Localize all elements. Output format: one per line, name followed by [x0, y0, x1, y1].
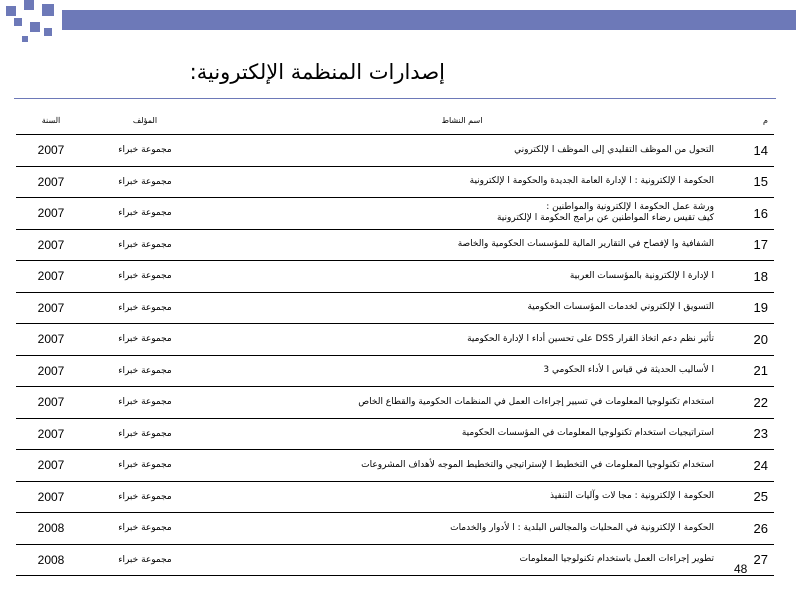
page-title: إصدارات المنظمة الإلكترونية: [189, 60, 445, 84]
activity-line: الحكومة ا لإلكترونية : ا لإدارة العامة الجديدة والحكومة ا لإلكترونية [469, 176, 714, 187]
publications-table [16, 106, 774, 576]
row-author: مجموعة خبراء [86, 261, 204, 293]
row-activity [204, 166, 720, 198]
activity-line: استخدام تكنولوجيا المعلومات في تسيير إجراءات العمل في المنظمات الحكومية والقطاع الخاص [358, 396, 714, 407]
activity-line: كيف تقيس رضاء المواطنين عن برامج الحكومة ا لإلكترونية [496, 213, 714, 224]
table-row [16, 544, 774, 576]
row-activity [204, 355, 720, 387]
activity-line: تأثير نظم دعم اتخاذ القرار DSS على تحسين أداء ا لإدارة الحكومية [467, 333, 714, 344]
table-row [16, 513, 774, 545]
row-author: مجموعة خبراء [86, 355, 204, 387]
row-activity [204, 324, 720, 356]
table-row [16, 355, 774, 387]
activity-line: تطوير إجراءات العمل باستخدام تكنولوجيا المعلومات [519, 554, 714, 565]
row-activity [204, 387, 720, 419]
row-author: مجموعة خبراء [86, 387, 204, 419]
activity-line: ا لإدارة ا لإلكترونية بالمؤسسات العربية [569, 270, 714, 281]
table-row [16, 450, 774, 482]
table-row [16, 229, 774, 261]
row-activity [204, 229, 720, 261]
row-num: 14 [720, 135, 774, 167]
activity-line: ورشة عمل الحكومة ا لإلكترونية والمواطنين : [546, 202, 714, 213]
table-row [16, 418, 774, 450]
activity-line: ا لأساليب الحديثة في قياس ا لأداء الحكومي 3 [543, 365, 714, 376]
row-year: 2008 [16, 513, 86, 545]
page-number: 48 [734, 562, 748, 576]
header-author: المؤلف [132, 115, 158, 125]
table-row [16, 135, 774, 167]
row-num: 24 [720, 450, 774, 482]
row-year: 2007 [16, 135, 86, 167]
table-row [16, 166, 774, 198]
row-activity [204, 198, 720, 230]
row-num: 27 [720, 544, 774, 576]
corner-decoration [0, 0, 62, 48]
header-num: م [763, 115, 768, 125]
row-author: مجموعة خبراء [86, 229, 204, 261]
row-activity [204, 450, 720, 482]
row-num: 20 [720, 324, 774, 356]
row-author: مجموعة خبراء [86, 292, 204, 324]
row-year: 2007 [16, 481, 86, 513]
row-num: 26 [720, 513, 774, 545]
row-year: 2007 [16, 324, 86, 356]
activity-line: الحكومة ا لإلكترونية في المحليات والمجالس البلدية : ا لأدوار والخدمات [450, 522, 714, 533]
row-author: مجموعة خبراء [86, 544, 204, 576]
activity-line: استخدام تكنولوجيا المعلومات في التخطيط ا لإستراتيجي والتخطيط الموجه لأهداف المشروعات [361, 459, 714, 470]
table-row [16, 324, 774, 356]
row-activity [204, 544, 720, 576]
table-header-row [16, 106, 774, 135]
table-row [16, 261, 774, 293]
activity-line: الشفافية وا لإفصاح في التقارير المالية للمؤسسات الحكومية والخاصة [457, 239, 714, 250]
table-row [16, 481, 774, 513]
row-activity [204, 292, 720, 324]
row-year: 2007 [16, 261, 86, 293]
row-activity [204, 418, 720, 450]
row-year: 2007 [16, 229, 86, 261]
header-activity: اسم النشاط [441, 115, 483, 125]
row-num: 16 [720, 198, 774, 230]
row-num: 19 [720, 292, 774, 324]
activity-line: الحكومة ا لإلكترونية : مجا لات وآليات التنفيذ [550, 491, 714, 502]
row-year: 2007 [16, 450, 86, 482]
row-author: مجموعة خبراء [86, 135, 204, 167]
row-activity [204, 261, 720, 293]
top-accent-bar [62, 10, 796, 30]
row-author: مجموعة خبراء [86, 481, 204, 513]
activity-line: التحول من الموظف التقليدي إلى الموظف ا لإلكتروني [514, 144, 714, 155]
row-year: 2008 [16, 544, 86, 576]
row-activity [204, 481, 720, 513]
row-author: مجموعة خبراء [86, 324, 204, 356]
row-author: مجموعة خبراء [86, 418, 204, 450]
row-year: 2007 [16, 166, 86, 198]
row-num: 17 [720, 229, 774, 261]
row-author: مجموعة خبراء [86, 198, 204, 230]
table-row [16, 198, 774, 230]
row-num: 21 [720, 355, 774, 387]
row-year: 2007 [16, 355, 86, 387]
row-author: مجموعة خبراء [86, 513, 204, 545]
title-divider [14, 98, 776, 99]
row-num: 15 [720, 166, 774, 198]
header-year: السنة [41, 115, 61, 125]
row-num: 23 [720, 418, 774, 450]
activity-line: التسويق ا لإلكتروني لخدمات المؤسسات الحكومية [527, 302, 714, 313]
row-year: 2007 [16, 292, 86, 324]
table-row [16, 387, 774, 419]
row-num: 22 [720, 387, 774, 419]
row-year: 2007 [16, 418, 86, 450]
row-year: 2007 [16, 387, 86, 419]
row-activity [204, 135, 720, 167]
row-activity [204, 513, 720, 545]
row-num: 18 [720, 261, 774, 293]
activity-line: استراتيجيات استخدام تكنولوجيا المعلومات في المؤسسات الحكومية [461, 428, 714, 439]
row-author: مجموعة خبراء [86, 450, 204, 482]
row-year: 2007 [16, 198, 86, 230]
row-author: مجموعة خبراء [86, 166, 204, 198]
row-num: 25 [720, 481, 774, 513]
table-row [16, 292, 774, 324]
